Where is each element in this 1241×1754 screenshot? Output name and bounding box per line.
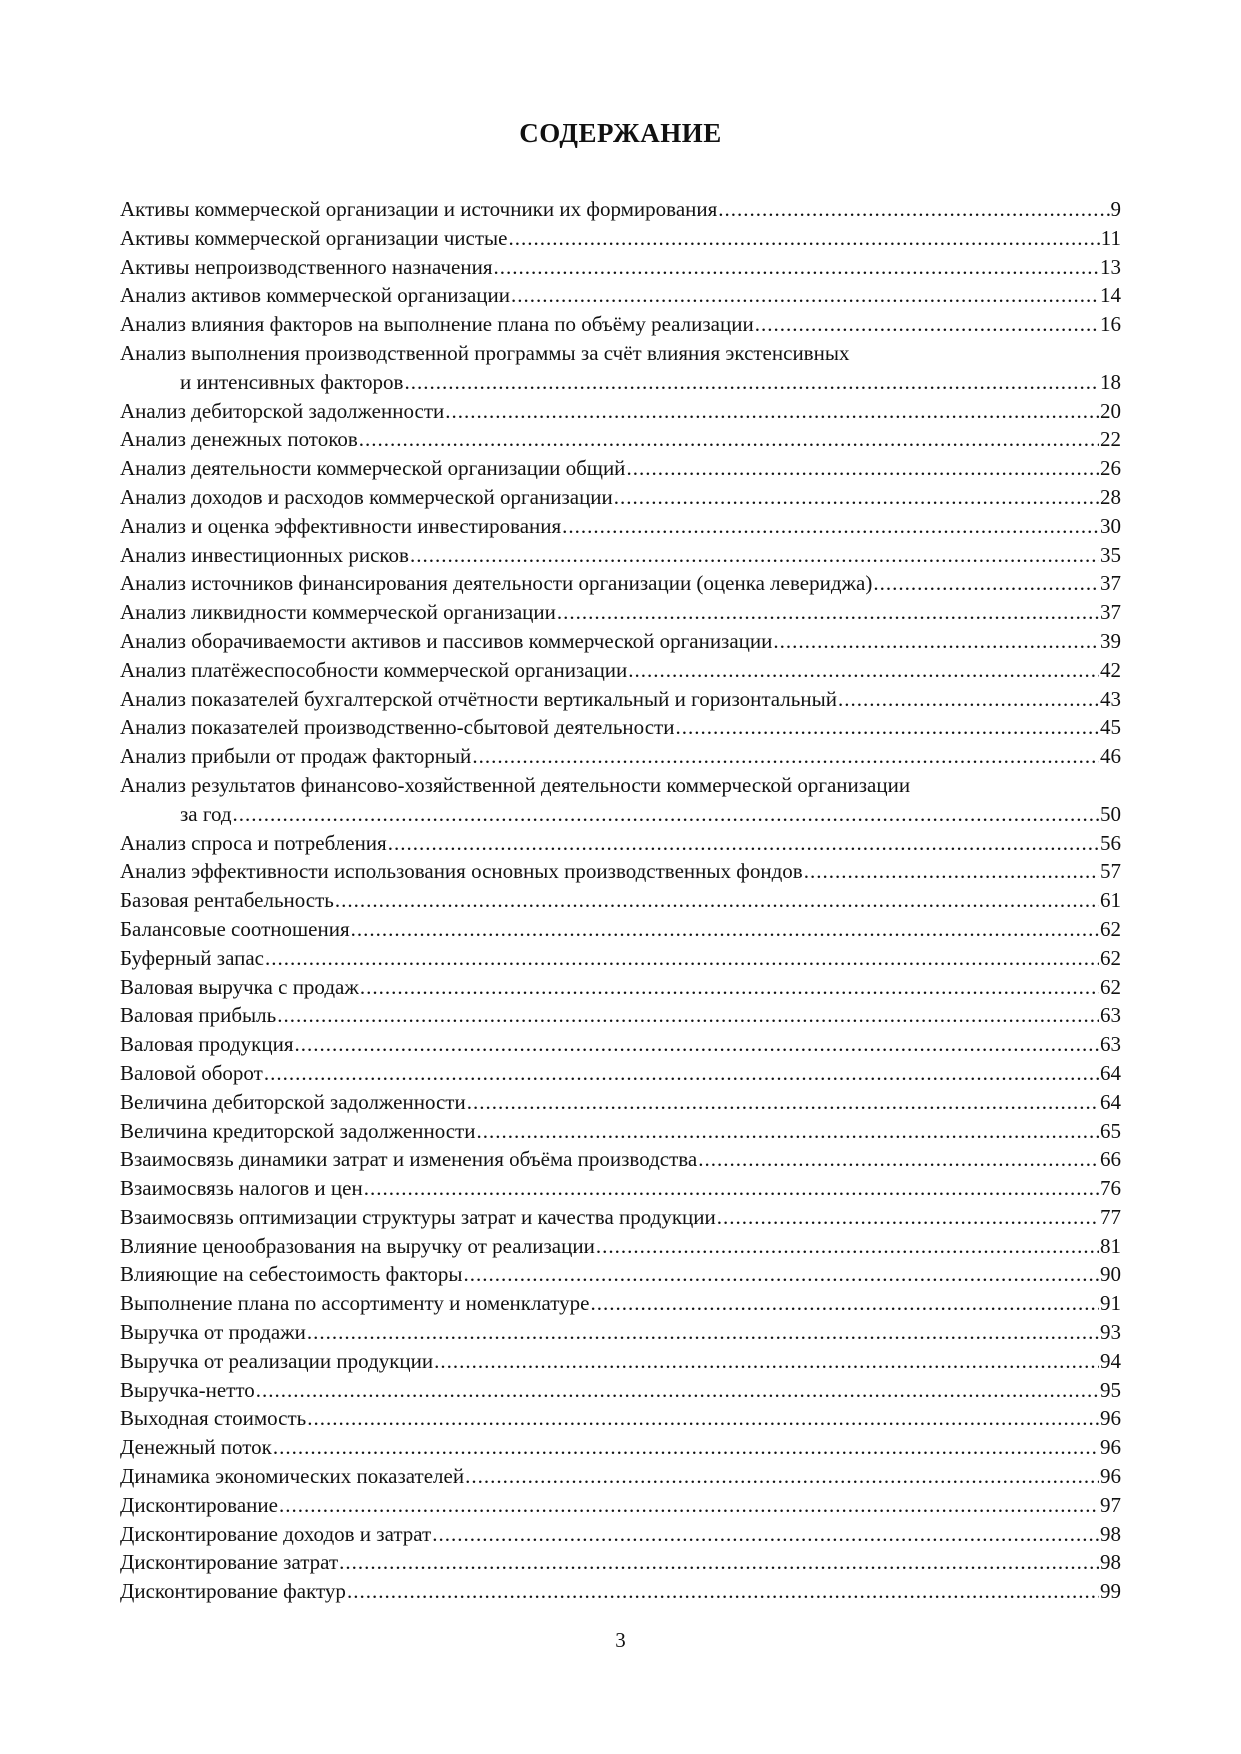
dot-leader [445,397,1099,426]
toc-entry-title: Дисконтирование фактур [120,1579,346,1604]
toc-entry-title: Дисконтирование доходов и затрат [120,1521,432,1546]
dot-leader [873,569,1099,598]
toc-entry-page: 16 [1100,312,1121,337]
toc-entry-page: 39 [1100,628,1121,653]
toc-entry [120,1577,1121,1606]
toc-entry-title: Влияние ценообразования на выручку от реализации [120,1233,595,1258]
toc-entry-page: 63 [1100,1032,1121,1057]
toc-entry-title: Активы коммерческой организации чистые [120,225,508,250]
dot-leader [264,1059,1099,1088]
dot-leader [339,1548,1099,1577]
toc-entry-title-line1: Анализ выполнения производственной программы за счёт влияния экстенсивных [120,340,850,365]
dot-leader [256,1376,1099,1405]
toc-entry-page: 30 [1100,513,1121,538]
toc-entry-page: 81 [1100,1233,1121,1258]
toc-entry-page: 95 [1100,1377,1121,1402]
toc-entry-title: Анализ оборачиваемости активов и пассивов коммерческой организации [120,628,773,653]
dot-leader [432,1520,1099,1549]
toc-entry-title: Буферный запас [120,945,264,970]
toc-entry-page: 96 [1100,1435,1121,1460]
toc-entry-title: Анализ доходов и расходов коммерческой организации [120,484,613,509]
toc-entry [120,944,1121,973]
toc-entry-page: 93 [1100,1320,1121,1345]
dot-leader [364,1174,1099,1203]
toc-entry-title: за год [180,801,232,826]
toc-entry [120,310,1121,339]
toc-entry-title: и интенсивных факторов [180,369,404,394]
toc-entry-title: Валовая прибыль [120,1003,277,1028]
dot-leader [698,1145,1099,1174]
toc-entry-title-line1: Анализ результатов финансово-хозяйственной деятельности коммерческой организации [120,772,911,797]
toc-entry [120,224,1121,253]
toc-entry [120,339,1121,397]
dot-leader [804,857,1099,886]
dot-leader [359,425,1099,454]
dot-leader [508,224,1099,253]
dot-leader [628,656,1099,685]
toc-entry [120,1404,1121,1433]
dot-leader [675,713,1099,742]
toc-entry-page: 43 [1100,686,1121,711]
toc-entry-title: Балансовые соотношения [120,916,350,941]
toc-entry-page: 18 [1100,369,1121,394]
dot-leader [265,944,1099,973]
toc-entry-page: 62 [1100,945,1121,970]
toc-entry-title: Взаимосвязь налогов и цен [120,1176,363,1201]
toc-entry-title: Влияющие на себестоимость факторы [120,1262,463,1287]
toc-entry [120,656,1121,685]
dot-leader [838,685,1099,714]
toc-entry-title: Величина дебиторской задолженности [120,1089,466,1114]
dot-leader [718,195,1109,224]
toc-entry [120,1117,1121,1146]
toc-entry-title: Выходная стоимость [120,1406,307,1431]
toc-entry [120,1059,1121,1088]
toc-entry [120,886,1121,915]
toc-entry-title: Анализ дебиторской задолженности [120,398,445,423]
toc-entry-title: Анализ эффективности использования основных производственных фондов [120,859,803,884]
toc-entry-title: Взаимосвязь оптимизации структуры затрат и качества продукции [120,1204,716,1229]
toc-entry [120,973,1121,1002]
toc-entry-page: 76 [1100,1176,1121,1201]
toc-entry-page: 64 [1100,1089,1121,1114]
toc-entry-title: Анализ активов коммерческой организации [120,283,510,308]
toc-entry-title: Анализ показателей бухгалтерской отчётности вертикальный и горизонтальный [120,686,837,711]
toc-entry-page: 66 [1100,1147,1121,1172]
toc-entry-title: Анализ платёжеспособности коммерческой организации [120,657,628,682]
dot-leader [562,512,1099,541]
dot-leader [307,1318,1099,1347]
toc-entry [120,281,1121,310]
toc-entry [120,857,1121,886]
dot-leader [434,1347,1099,1376]
dot-leader [717,1203,1099,1232]
toc-entry [120,1433,1121,1462]
toc-entry [120,1088,1121,1117]
toc-entry-title: Динамика экономических показателей [120,1464,465,1489]
toc-entry-page: 65 [1100,1118,1121,1143]
toc-entry [120,1347,1121,1376]
toc-entry-title: Величина кредиторской задолженности [120,1118,476,1143]
toc-entry [120,1174,1121,1203]
toc-entry-title: Анализ деятельности коммерческой организации общий [120,456,626,481]
toc-entry-page: 96 [1100,1406,1121,1431]
toc-entry [120,195,1121,224]
toc-entry [120,1260,1121,1289]
dot-leader [295,1030,1099,1059]
toc-entry-page: 28 [1100,484,1121,509]
toc-entry-page: 62 [1100,974,1121,999]
toc-entry-page: 97 [1100,1492,1121,1517]
toc-entry-title: Анализ инвестиционных рисков [120,542,409,567]
dot-leader [511,281,1099,310]
toc-entry [120,425,1121,454]
toc-entry-page: 61 [1100,888,1121,913]
toc-entry [120,1548,1121,1577]
toc-entry-title: Анализ показателей производственно-сбытовой деятельности [120,715,675,740]
toc-entry-title: Анализ прибыли от продаж факторный [120,744,472,769]
toc-entry-page: 11 [1100,225,1121,250]
toc-entry [120,541,1121,570]
toc-entry-title: Анализ источников финансирования деятельности организации (оценка левериджа) [120,571,873,596]
toc-entry-page: 98 [1100,1521,1121,1546]
toc-entry-page: 62 [1100,916,1121,941]
dot-leader [493,253,1099,282]
toc-entry [120,1318,1121,1347]
toc-entry-page: 20 [1100,398,1121,423]
dot-leader [467,1088,1099,1117]
dot-leader [273,1433,1099,1462]
toc-entry-page: 77 [1100,1204,1121,1229]
toc-entry [120,397,1121,426]
toc-entry [120,1203,1121,1232]
dot-leader [351,915,1099,944]
dot-leader [626,454,1099,483]
toc-entry-title: Выручка от продажи [120,1320,306,1345]
toc-entry-title: Валовая выручка с продаж [120,974,359,999]
dot-leader [388,829,1099,858]
dot-leader [279,1491,1099,1520]
toc-entry [120,771,1121,829]
toc-entry-page: 14 [1100,283,1121,308]
toc-entry [120,1376,1121,1405]
toc-entry-title: Активы непроизводственного назначения [120,254,493,279]
toc-entry [120,598,1121,627]
toc-entry-page: 26 [1100,456,1121,481]
toc-entry [120,713,1121,742]
toc-entry [120,454,1121,483]
toc-entry-title: Дисконтирование затрат [120,1550,339,1575]
toc-entry [120,1145,1121,1174]
toc-entry-page: 91 [1100,1291,1121,1316]
toc-entry-title: Анализ ликвидности коммерческой организации [120,600,556,625]
dot-leader [277,1001,1099,1030]
toc-entry-page: 63 [1100,1003,1121,1028]
toc-entry [120,569,1121,598]
toc-entry-page: 57 [1100,859,1121,884]
toc-entry-page: 64 [1100,1060,1121,1085]
dot-leader [590,1289,1099,1318]
toc-entry [120,1462,1121,1491]
dot-leader [614,483,1099,512]
toc-entry-page: 96 [1100,1464,1121,1489]
dot-leader [347,1577,1099,1606]
toc-entry-page: 90 [1100,1262,1121,1287]
toc-entry-title: Анализ и оценка эффективности инвестирования [120,513,562,538]
table-of-contents [120,195,1121,1606]
toc-entry [120,1030,1121,1059]
toc-entry-page: 99 [1100,1579,1121,1604]
dot-leader [404,368,1099,397]
toc-entry [120,483,1121,512]
toc-entry-page: 9 [1110,197,1121,221]
toc-entry [120,915,1121,944]
toc-entry-page: 50 [1100,801,1121,826]
toc-entry-title: Денежный поток [120,1435,272,1460]
toc-entry-page: 37 [1100,600,1121,625]
toc-entry [120,1520,1121,1549]
toc-entry-title: Анализ спроса и потребления [120,830,387,855]
dot-leader [773,627,1099,656]
toc-entry-page: 37 [1100,571,1121,596]
toc-entry-page: 94 [1100,1348,1121,1373]
toc-entry-title: Анализ влияния факторов на выполнение плана по объёму реализации [120,312,754,337]
toc-entry [120,627,1121,656]
toc-entry-title: Анализ денежных потоков [120,427,358,452]
toc-entry-page: 46 [1100,744,1121,769]
toc-entry [120,829,1121,858]
toc-entry-page: 22 [1100,427,1121,452]
toc-entry [120,1289,1121,1318]
toc-entry [120,253,1121,282]
toc-entry [120,742,1121,771]
toc-entry [120,1001,1121,1030]
toc-entry-page: 56 [1100,830,1121,855]
dot-leader [472,742,1099,771]
page-number: 3 [615,1628,626,1652]
toc-entry [120,685,1121,714]
dot-leader [307,1404,1099,1433]
dot-leader [596,1232,1099,1261]
toc-entry-title: Дисконтирование [120,1492,278,1517]
dot-leader [755,310,1099,339]
toc-entry-title: Выручка-нетто [120,1377,255,1402]
dot-leader [557,598,1099,627]
toc-entry [120,1232,1121,1261]
toc-entry-page: 98 [1100,1550,1121,1575]
toc-entry-page: 42 [1100,657,1121,682]
toc-entry-title: Выручка от реализации продукции [120,1348,434,1373]
page-title: СОДЕРЖАНИЕ [519,118,722,148]
toc-entry-title: Базовая рентабельность [120,888,334,913]
toc-entry [120,1491,1121,1520]
dot-leader [410,541,1099,570]
toc-entry-page: 13 [1100,254,1121,279]
toc-entry-title: Взаимосвязь динамики затрат и изменения объёма производства [120,1147,698,1172]
toc-entry-title: Активы коммерческой организации и источники их формирования [120,197,718,221]
toc-entry [120,512,1121,541]
toc-entry-page: 35 [1100,542,1121,567]
toc-entry-title: Валовая продукция [120,1032,294,1057]
toc-entry-page: 45 [1100,715,1121,740]
dot-leader [335,886,1099,915]
dot-leader [465,1462,1099,1491]
dot-leader [233,800,1099,829]
dot-leader [476,1117,1099,1146]
toc-entry-title: Валовой оборот [120,1060,263,1085]
dot-leader [463,1260,1099,1289]
toc-entry-title: Выполнение плана по ассортименту и номенклатуре [120,1291,590,1316]
dot-leader [360,973,1099,1002]
